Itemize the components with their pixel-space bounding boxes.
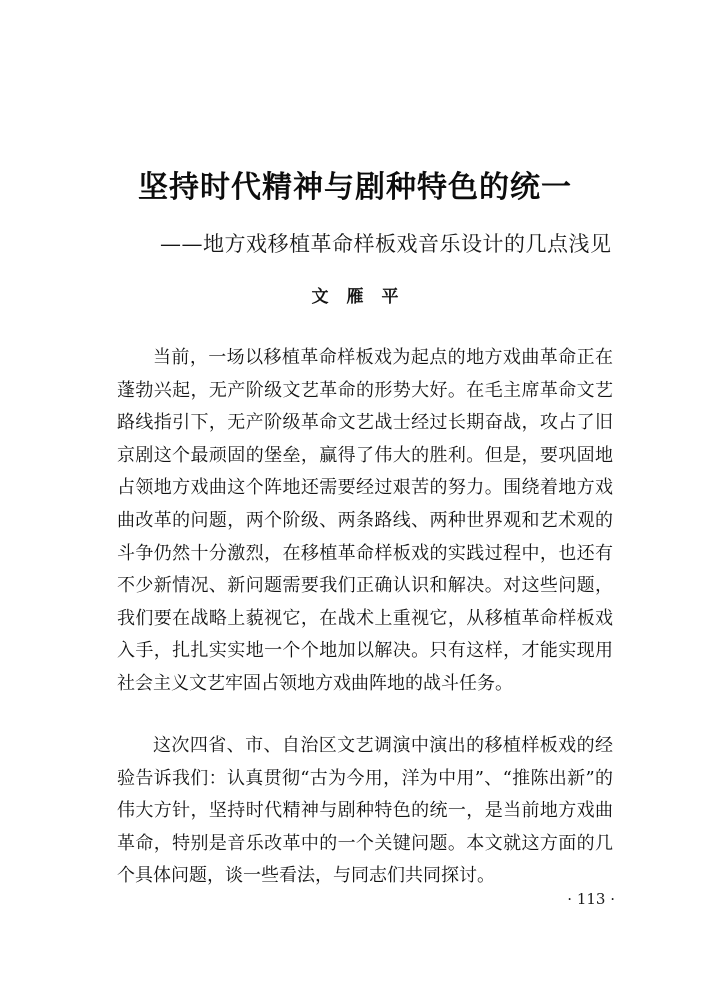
article-subtitle: ——地方戏移植革命样板戏音乐设计的几点浅见 [160,232,612,256]
body-paragraph: 这次四省、市、自治区文艺调演中演出的移植样板戏的经验告诉我们：认真贯彻“古为今用，洋为中用”、“推陈出新”的伟大方针，坚持时代精神与剧种特色的统一，是当前地方戏曲革命，特别是音乐改革中的一个关键问题。本文就这方面的几个具体问题，谈一些看法，与同志们共同探讨。 [117,735,613,887]
body-paragraph: 当前，一场以移植革命样板戏为起点的地方戏曲革命正在蓬勃兴起，无产阶级文艺革命的形势大好。在毛主席革命文艺路线指引下，无产阶级革命文艺战士经过长期奋战，攻占了旧京剧这个最顽固的堡垒，赢得了伟大的胜利。但是，要巩固地占领地方戏曲这个阵地还需要经过艰苦的努力。围绕着地方戏曲改革的问题，两个阶级、两条路线、两种世界观和艺术观的斗争仍然十分激烈，在移植革命样板戏的实践过程中，也还有不少新情况、新问题需要我们正确认识和解决。对这些问题，我们要在战略上藐视它，在战术上重视它，从移植革命样板戏入手，扎扎实实地一个个地加以解决。只有这样，才能实现用社会主义文艺牢固占领地方戏曲阵地的战斗任务。 [117,347,613,694]
article-title: 坚持时代精神与剧种特色的统一 [138,170,572,205]
page-number: · 113 · [567,890,615,908]
author-name: 文雁平 [311,287,417,307]
body-paragraph-2-block [117,730,613,893]
body-paragraph-1-block [117,342,613,701]
